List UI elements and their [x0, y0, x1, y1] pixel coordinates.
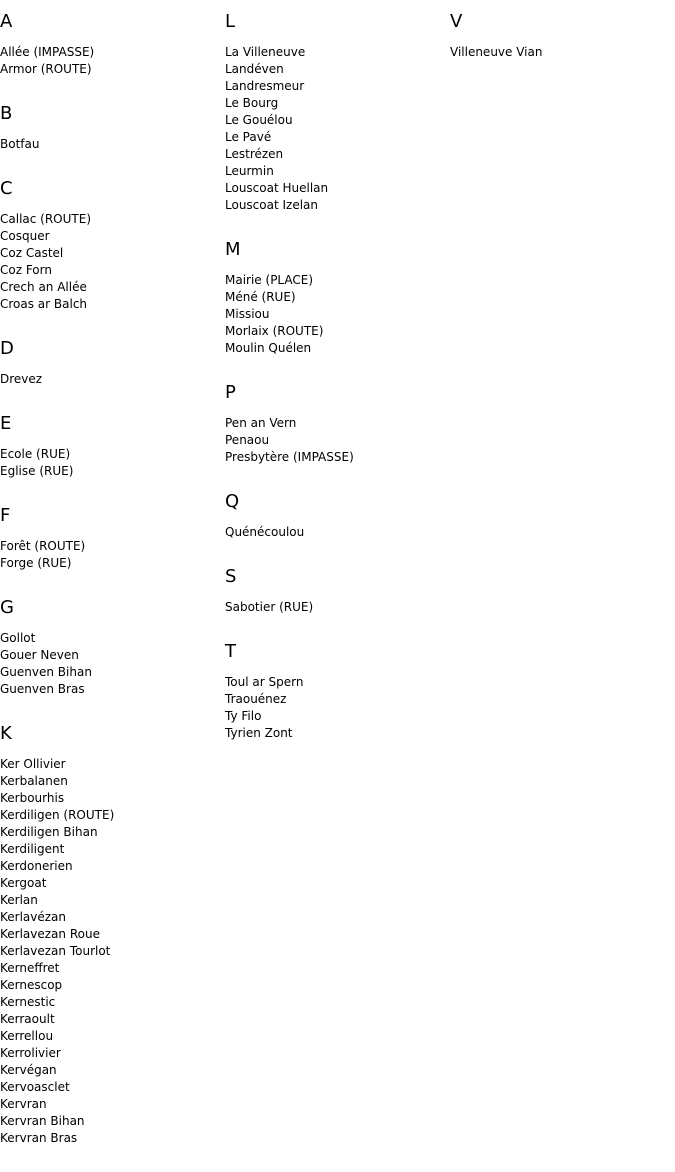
street-link[interactable]: Kervran Bras	[0, 1131, 78, 1145]
street-link[interactable]: Guenven Bihan	[0, 665, 92, 679]
street-link[interactable]: Kergoat	[0, 876, 47, 890]
street-link[interactable]: Penaou	[225, 433, 270, 447]
street-link[interactable]: Landéven	[225, 62, 284, 76]
street-link[interactable]: Eglise (RUE)	[0, 464, 74, 478]
street-link[interactable]: Guenven Bras	[0, 682, 85, 696]
letter-group-g	[0, 597, 225, 698]
street-link[interactable]: Armor (ROUTE)	[0, 62, 92, 76]
street-link[interactable]: Kerdonerien	[0, 859, 73, 873]
street-link[interactable]: Villeneuve Vian	[450, 45, 543, 59]
letter-group-f	[0, 505, 225, 572]
street-link[interactable]: Sabotier (RUE)	[225, 600, 314, 614]
street-list	[225, 524, 450, 541]
street-link[interactable]: Kervran Bihan	[0, 1114, 85, 1128]
letter-heading: M	[225, 239, 241, 260]
street-link[interactable]: Kerdiligent	[0, 842, 65, 856]
street-link[interactable]: Kerlavezan Tourlot	[0, 944, 111, 958]
street-link[interactable]: Forge (RUE)	[0, 556, 72, 570]
street-link[interactable]: Ecole (RUE)	[0, 447, 71, 461]
letter-heading: S	[225, 566, 237, 587]
letter-group-k	[0, 723, 225, 1147]
street-link[interactable]: Louscoat Izelan	[225, 198, 318, 212]
street-list	[225, 674, 450, 742]
letter-heading: P	[225, 382, 236, 403]
street-link[interactable]: Gollot	[0, 631, 36, 645]
street-list	[0, 630, 225, 698]
street-link[interactable]: Toul ar Spern	[225, 675, 304, 689]
street-link[interactable]: Cosquer	[0, 229, 50, 243]
street-link[interactable]: Kerrellou	[0, 1029, 54, 1043]
street-link[interactable]: Leurmin	[225, 164, 274, 178]
street-list	[0, 44, 225, 78]
street-list	[225, 415, 450, 466]
street-list	[0, 136, 225, 153]
street-link[interactable]: Kerdiligen Bihan	[0, 825, 98, 839]
street-link[interactable]: Kerlavézan	[0, 910, 67, 924]
street-link[interactable]: Botfau	[0, 137, 40, 151]
street-link[interactable]: Crech an Allée	[0, 280, 87, 294]
letter-heading: C	[0, 178, 13, 199]
street-link[interactable]: Moulin Quélen	[225, 341, 312, 355]
letter-group-q	[225, 491, 450, 541]
street-link[interactable]: Callac (ROUTE)	[0, 212, 92, 226]
street-link[interactable]: Forêt (ROUTE)	[0, 539, 86, 553]
letter-group-a	[0, 11, 225, 78]
letter-heading: T	[225, 641, 236, 662]
street-list	[450, 44, 675, 61]
letter-group-d	[0, 338, 225, 388]
street-link[interactable]: Coz Forn	[0, 263, 52, 277]
street-link[interactable]: Drevez	[0, 372, 43, 386]
street-link[interactable]: Kerraoult	[0, 1012, 55, 1026]
letter-heading: E	[0, 413, 12, 434]
street-list	[0, 371, 225, 388]
street-link[interactable]: Méné (RUE)	[225, 290, 296, 304]
street-link[interactable]: Pen an Vern	[225, 416, 297, 430]
street-list	[225, 44, 450, 214]
letter-heading: Q	[225, 491, 240, 512]
street-link[interactable]: Kerneffret	[0, 961, 60, 975]
street-link[interactable]: Kerbourhis	[0, 791, 65, 805]
street-link[interactable]: Croas ar Balch	[0, 297, 88, 311]
street-link[interactable]: Louscoat Huellan	[225, 181, 329, 195]
street-link[interactable]: Lestrézen	[225, 147, 284, 161]
street-link[interactable]: Gouer Neven	[0, 648, 79, 662]
street-link[interactable]: Quénécoulou	[225, 525, 305, 539]
street-link[interactable]: Mairie (PLACE)	[225, 273, 314, 287]
street-link[interactable]: Kerbalanen	[0, 774, 68, 788]
street-link[interactable]: La Villeneuve	[225, 45, 306, 59]
street-link[interactable]: Missiou	[225, 307, 270, 321]
letter-group-e	[0, 413, 225, 480]
letter-group-s	[225, 566, 450, 616]
letter-heading: V	[450, 11, 463, 32]
letter-group-c	[0, 178, 225, 313]
letter-heading: L	[225, 11, 236, 32]
street-link[interactable]: Kerlan	[0, 893, 38, 907]
street-index-column-2	[225, 0, 450, 767]
street-link[interactable]: Tyrien Zont	[225, 726, 293, 740]
street-link[interactable]: Ker Ollivier	[0, 757, 66, 771]
street-link[interactable]: Kerrolivier	[0, 1046, 61, 1060]
letter-group-t	[225, 641, 450, 742]
street-link[interactable]: Ty Filo	[225, 709, 262, 723]
street-link[interactable]: Le Bourg	[225, 96, 279, 110]
letter-heading: G	[0, 597, 14, 618]
street-link[interactable]: Landresmeur	[225, 79, 305, 93]
street-index-column-3	[450, 0, 675, 86]
letter-heading: D	[0, 338, 14, 359]
street-link[interactable]: Coz Castel	[0, 246, 64, 260]
letter-group-p	[225, 382, 450, 466]
street-link[interactable]: Kervoasclet	[0, 1080, 70, 1094]
letter-group-m	[225, 239, 450, 357]
letter-heading: F	[0, 505, 11, 526]
letter-group-l	[225, 11, 450, 214]
street-link[interactable]: Kervégan	[0, 1063, 57, 1077]
street-link[interactable]: Kervran	[0, 1097, 47, 1111]
street-link[interactable]: Allée (IMPASSE)	[0, 45, 95, 59]
street-list	[0, 446, 225, 480]
letter-heading: K	[0, 723, 12, 744]
street-link[interactable]: Kernescop	[0, 978, 63, 992]
letter-group-v	[450, 11, 675, 61]
street-link[interactable]: Kernestic	[0, 995, 56, 1009]
street-link[interactable]: Morlaix (ROUTE)	[225, 324, 324, 338]
street-link[interactable]: Presbytère (IMPASSE)	[225, 450, 354, 464]
street-link[interactable]: Traouénez	[225, 692, 287, 706]
street-list	[0, 756, 225, 1147]
street-list	[225, 272, 450, 357]
street-link[interactable]: Kerdiligen (ROUTE)	[0, 808, 115, 822]
letter-heading: A	[0, 11, 13, 32]
street-link[interactable]: Le Pavé	[225, 130, 272, 144]
letter-heading: B	[0, 103, 13, 124]
street-link[interactable]: Le Gouélou	[225, 113, 293, 127]
street-index-column-1	[0, 0, 225, 1172]
letter-group-b	[0, 103, 225, 153]
street-list	[225, 599, 450, 616]
street-link[interactable]: Kerlavezan Roue	[0, 927, 100, 941]
street-list	[0, 211, 225, 313]
street-list	[0, 538, 225, 572]
